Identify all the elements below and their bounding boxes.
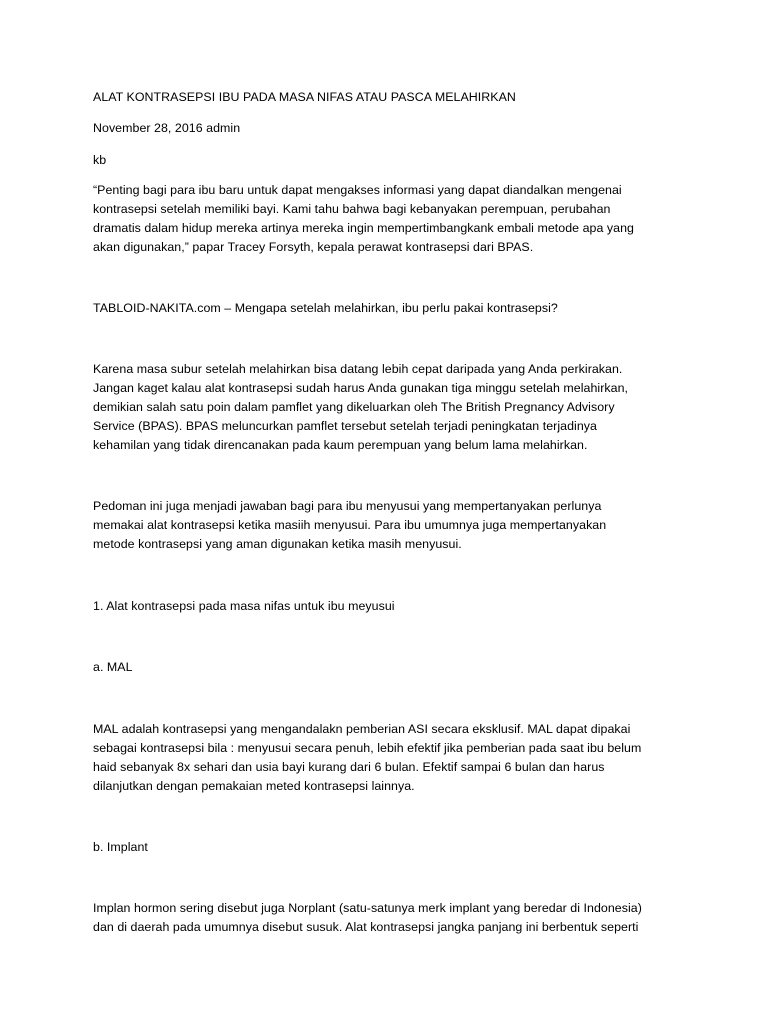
- paragraph-line: memakai alat kontrasepsi ketika masiih menyusui. Para ibu umumnya juga mempertanyakan: [93, 518, 607, 532]
- document-page: [93, 0, 673, 1024]
- paragraph-line: Service (BPAS). BPAS meluncurkan pamflet tersebut setelah terjadi peningkatan terjadinya: [93, 419, 597, 433]
- quote-line: kontrasepsi setelah memiliki bayi. Kami tahu bahwa bagi kebanyakan perempuan, perubahan: [93, 202, 611, 216]
- subsection-heading: a. MAL: [93, 660, 133, 674]
- paragraph-line: sebagai kontrasepsi bila : menyusui secara penuh, lebih efektif jika pemberian pada saat ibu belum: [93, 741, 642, 755]
- paragraph-line: kehamilan yang tidak direncanakan pada kaum perempuan yang belum lama melahirkan.: [93, 438, 588, 452]
- paragraph-line: dan di daerah pada umumnya disebut susuk. Alat kontrasepsi jangka panjang ini berbentuk seperti: [93, 920, 639, 934]
- quote-line: dramatis dalam hidup mereka artinya mereka ingin mempertimbangkank embali metode apa yang: [93, 221, 634, 235]
- paragraph-line: Jangan kaget kalau alat kontrasepsi sudah harus Anda gunakan tiga minggu setelah melahirkan,: [93, 381, 628, 395]
- paragraph-line: demikian salah satu poin dalam pamflet yang dikeluarkan oleh The British Pregnancy Advisory: [93, 400, 615, 414]
- paragraph-line: Pedoman ini juga menjadi jawaban bagi para ibu menyusui yang mempertanyakan perlunya: [93, 499, 602, 513]
- post-meta: November 28, 2016 admin: [93, 121, 241, 135]
- subsection-heading: b. Implant: [93, 840, 148, 854]
- paragraph-line: Implan hormon sering disebut juga Norplant (satu-satunya merk implant yang beredar di Indonesia): [93, 901, 642, 915]
- quote-line: “Penting bagi para ibu baru untuk dapat mengakses informasi yang dapat diandalkan mengenai: [93, 183, 622, 197]
- quote-line: akan digunakan,” papar Tracey Forsyth, kepala perawat kontrasepsi dari BPAS.: [93, 240, 534, 254]
- paragraph-line: haid sebanyak 8x sehari dan usia bayi kurang dari 6 bulan. Efektif sampai 6 bulan dan harus: [93, 760, 605, 774]
- document-title: ALAT KONTRASEPSI IBU PADA MASA NIFAS ATAU PASCA MELAHIRKAN: [93, 90, 516, 104]
- post-tag: kb: [93, 153, 107, 167]
- paragraph-line: dilanjutkan dengan pemakaian meted kontrasepsi lainnya.: [93, 779, 415, 793]
- lead-text: TABLOID-NAKITA.com – Mengapa setelah melahirkan, ibu perlu pakai kontrasepsi?: [93, 301, 558, 315]
- paragraph-line: Karena masa subur setelah melahirkan bisa datang lebih cepat daripada yang Anda perkirakan.: [93, 362, 623, 376]
- section-heading: 1. Alat kontrasepsi pada masa nifas untuk ibu meyusui: [93, 599, 395, 613]
- paragraph-line: metode kontrasepsi yang aman digunakan ketika masih menyusui.: [93, 537, 462, 551]
- paragraph-line: MAL adalah kontrasepsi yang mengandalakn pemberian ASI secara eksklusif. MAL dapat dipakai: [93, 722, 631, 736]
